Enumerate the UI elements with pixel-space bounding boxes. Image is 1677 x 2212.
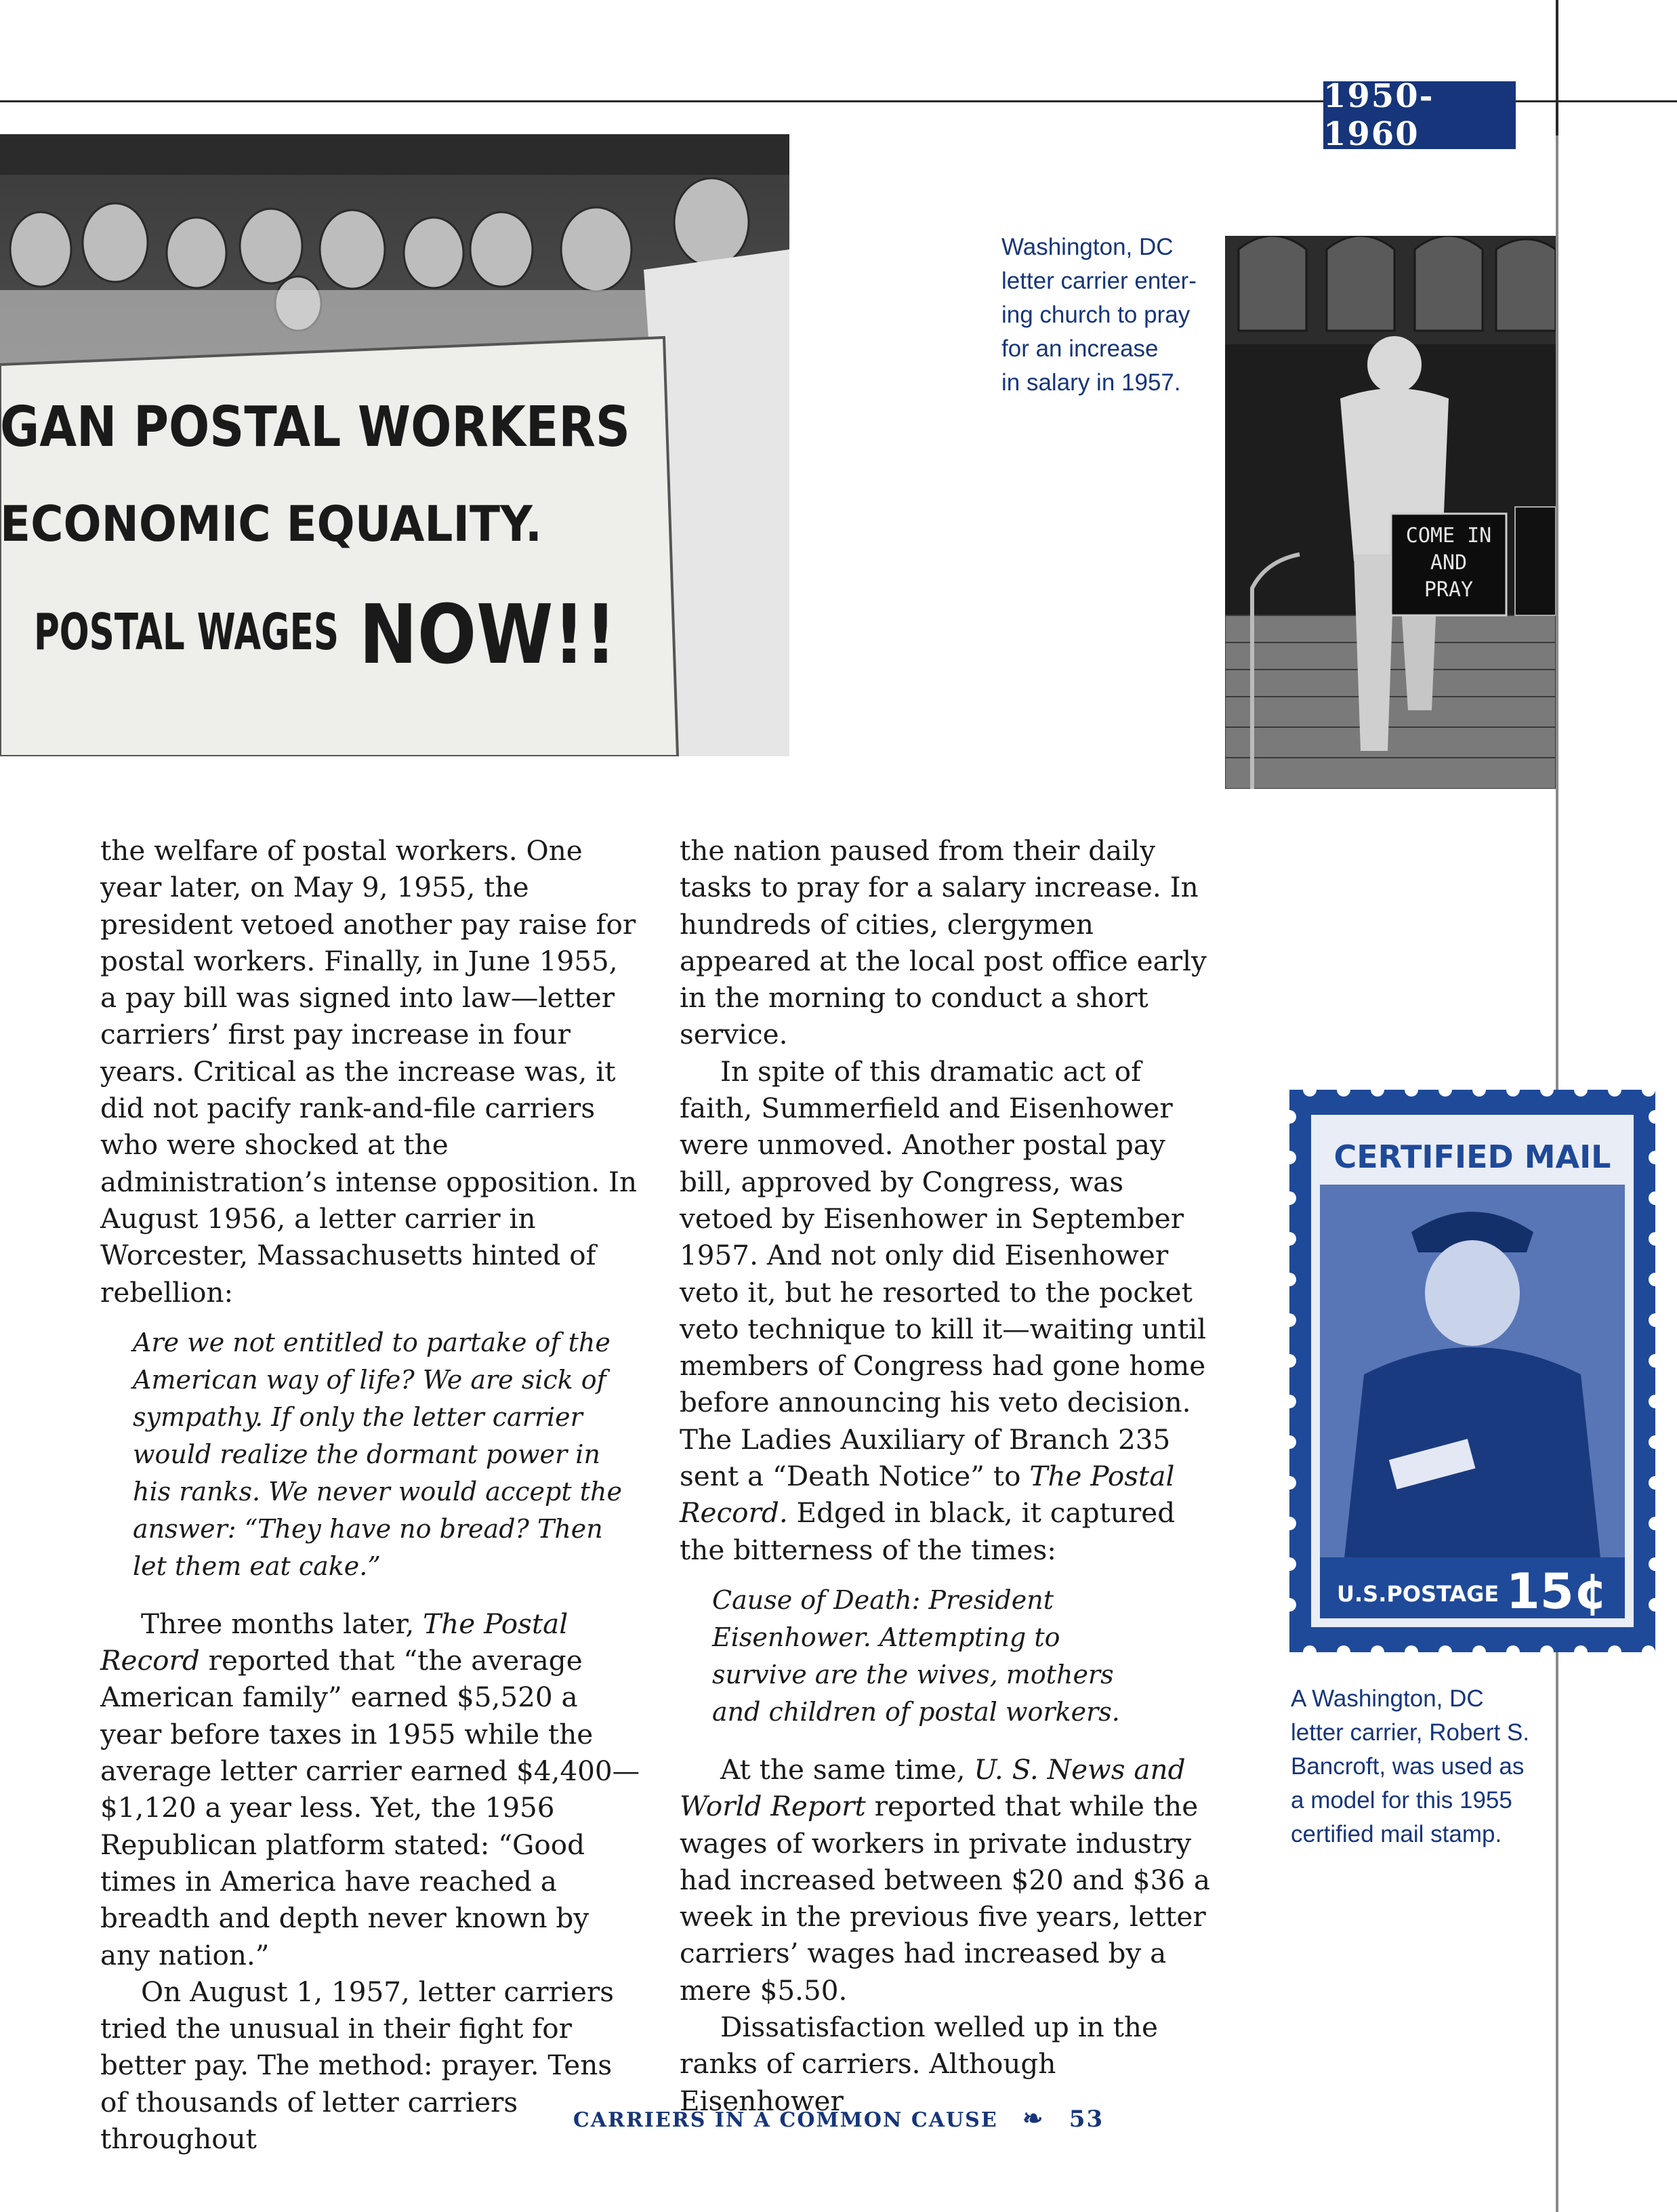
- running-title: CARRIERS IN A COMMON CAUSE: [573, 2108, 998, 2132]
- publication-title: The Postal Record.: [680, 1460, 1175, 1530]
- sign-line-2: AND: [1430, 551, 1468, 575]
- stamp-value: 15¢: [1506, 1563, 1608, 1620]
- stamp-image: [1289, 1090, 1655, 1652]
- paragraph: Dissatisfaction welled up in the ranks of carriers. Although Eisenhower: [680, 2011, 1158, 2117]
- caption-line: Bancroft, was used as: [1291, 1753, 1525, 1780]
- banner-line-3b: NOW!!: [359, 588, 617, 682]
- sign-line-1: COME IN: [1405, 524, 1492, 548]
- text-run: reported that “the average American family” earned $5,520 a year before taxes in 1955 while the average letter carrier earned $4,400—$1,120 a year less. Yet, the 1956 Republican platform stated: “Good times in America have reached a breadth and depth never known by any nation.”: [100, 1644, 640, 1971]
- block-quote: Are we not entitled to partake of the American way of life? We are sick of sympathy. If only the letter carrier would realize the dormant power in his ranks. We never would accept the answer: “They have no bread? Then let them eat cake.”: [133, 1327, 622, 1581]
- banner-text: [0, 395, 630, 682]
- banner-line-3a: POSTAL WAGES: [34, 603, 339, 661]
- paragraph: the nation paused from their daily tasks to pray for a salary increase. In hundreds of cities, clergymen appeared at the local post office early in the morning to conduct a short service.: [680, 834, 1207, 1051]
- caption-line: for an increase: [1001, 335, 1159, 362]
- stamp-caption: [1291, 1682, 1589, 1851]
- paragraph: On August 1, 1957, letter carriers tried the unusual in their fight for better pay. The method: prayer. Tens of thousands of letter carriers throughout: [100, 1975, 615, 2156]
- caption-line: A Washington, DC: [1291, 1685, 1484, 1712]
- church-photo-caption: [1001, 230, 1245, 400]
- caption-line: letter carrier enter-: [1001, 268, 1197, 294]
- church-photo: [1225, 236, 1556, 789]
- publication-title: The Postal Record: [100, 1607, 568, 1677]
- paragraph: [100, 1605, 642, 1973]
- caption-line: certified mail stamp.: [1291, 1821, 1502, 1847]
- banner-photo-image: [0, 134, 789, 756]
- church-photo-image: [1225, 236, 1556, 789]
- paragraph: the welfare of postal workers. One year later, on May 9, 1955, the president vetoed another pay raise for postal workers. Finally, in June 1955, a pay bill was signed into law—letter carriers’ first pay increase in four years. Critical as the increase was, it did not pacify rank-and-file carriers who were shocked at the administration’s intense opposition. In August 1956, a letter carrier in Worcester, Massachusetts hinted of rebellion:: [100, 834, 638, 1309]
- caption-line: ing church to pray: [1001, 302, 1191, 328]
- stamp-postage: U.S.POSTAGE: [1337, 1581, 1499, 1607]
- publication-title: U. S. News and World Report: [680, 1753, 1186, 1823]
- body-column-2: [680, 832, 1222, 2119]
- caption-line: letter carrier, Robert S.: [1291, 1719, 1530, 1746]
- caption-line: in salary in 1957.: [1001, 369, 1181, 396]
- banner-line-2: ECONOMIC EQUALITY.: [0, 495, 542, 552]
- text-run: Three months later,: [141, 1607, 423, 1640]
- block-quote: Cause of Death: President Eisenhower. Attempting to survive are the wives, mothers and children of postal workers.: [712, 1584, 1120, 1727]
- leaf-icon: ❧: [1022, 2104, 1045, 2133]
- certified-mail-stamp: [1289, 1090, 1655, 1652]
- text-run: Edged in black, it captured the bitterness of the times:: [680, 1496, 1176, 1566]
- page-footer: [0, 2104, 1677, 2133]
- body-column-1: [100, 832, 642, 2157]
- stamp-title: CERTIFIED MAIL: [1333, 1139, 1611, 1175]
- text-run: reported that while the wages of workers in private industry had increased between $20 and $36 a week in the previous five years, letter carriers’ wages had increased by a mere $5.50.: [680, 1790, 1211, 2007]
- paragraph: [680, 1751, 1222, 2009]
- right-rule-top: [1556, 0, 1558, 136]
- banner-photo: [0, 134, 789, 756]
- text-run: In spite of this dramatic act of faith, Summerfield and Eisenhower were unmoved. Another postal pay bill, approved by Congress, was vetoed by Eisenhower in September 1957. And not only did Eisenhower veto it, but he resorted to the pocket veto technique to kill it—waiting until members of Congress had gone home before announcing his veto decision. The Ladies Auxiliary of Branch 235 sent a “Death Notice” to: [680, 1054, 1207, 1493]
- page-number: 53: [1069, 2106, 1104, 2133]
- banner-line-1: GAN POSTAL WORKERS: [0, 395, 630, 459]
- sign-line-3: PRAY: [1424, 578, 1474, 602]
- decade-badge: 1950-1960: [1323, 81, 1516, 149]
- caption-line: Washington, DC: [1001, 234, 1174, 260]
- paragraph: [680, 1053, 1222, 1568]
- caption-line: a model for this 1955: [1291, 1787, 1512, 1814]
- text-run: At the same time,: [720, 1753, 974, 1786]
